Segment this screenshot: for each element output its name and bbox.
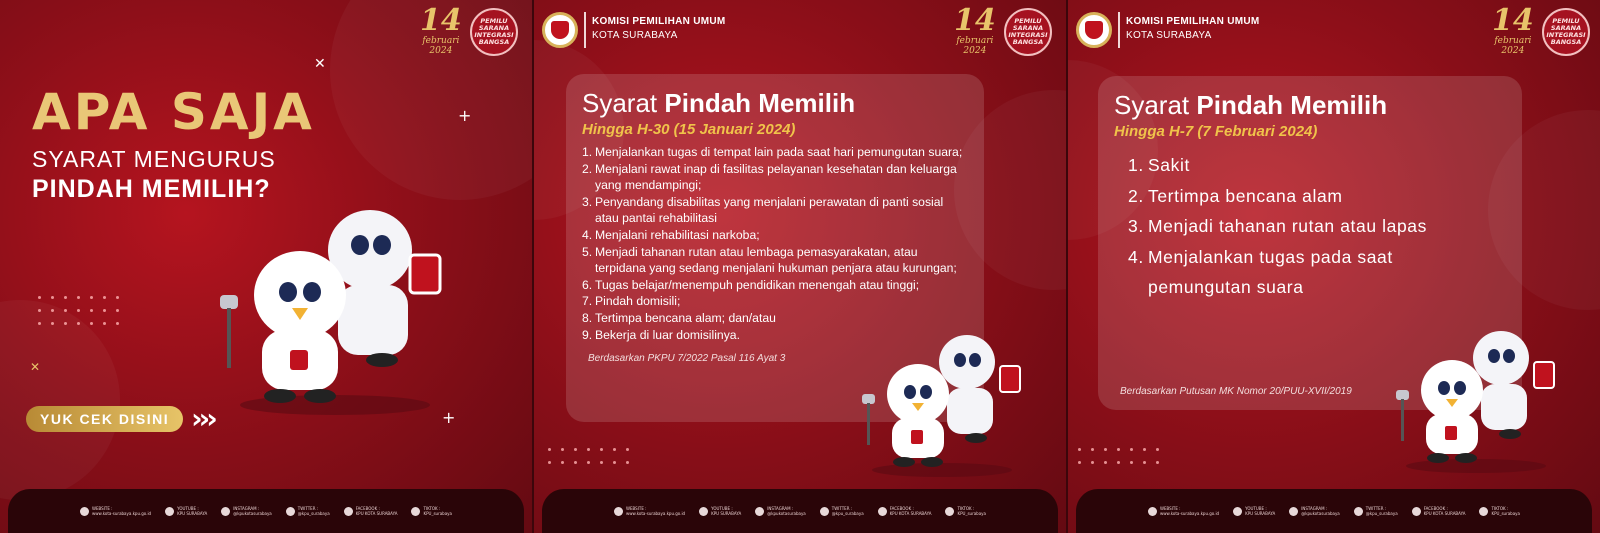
footer-website[interactable]: WEBSITE : www.kota-surabaya.kpu.go.id: [614, 506, 685, 516]
list-item: 4. Menjalankan tugas pada saat pemungutan suara: [1128, 246, 1393, 297]
youtube-icon: [699, 507, 708, 516]
instagram-icon: [221, 507, 230, 516]
tiktok-icon: [945, 507, 954, 516]
mascot-illustration: [1386, 326, 1566, 476]
footer-tiktok[interactable]: TIKTOK : KPU_surabaya: [1479, 506, 1520, 516]
plus-icon: +: [458, 106, 472, 125]
pemilu-seal: PEMILU SARANA INTEGRASI BANGSA: [470, 8, 518, 56]
list-item: 2. Tertimpa bencana alam: [1128, 185, 1343, 206]
list-item: 5. Menjadi tahanan rutan atau lembaga pemasyarakatan, atau terpidana yang sedang menjalani hukuman penjara atau kurungan;: [582, 244, 957, 276]
intro-heading: [32, 84, 315, 204]
decor-circle: [0, 300, 120, 500]
header-separator: [584, 12, 586, 48]
list-item: 4. Menjalani rehabilitasi narkoba;: [582, 227, 760, 242]
card-title: Syarat Pindah Memilih: [582, 88, 856, 118]
facebook-icon: [878, 507, 887, 516]
requirements-list: [1128, 150, 1506, 303]
tiktok-icon: [411, 507, 420, 516]
footer-twitter[interactable]: TWITTER : @kpu_surabaya: [820, 506, 864, 516]
list-item: 6. Tugas belajar/menempuh pendidikan menengah atau tinggi;: [582, 277, 920, 292]
instagram-icon: [1289, 507, 1298, 516]
facebook-icon: [344, 507, 353, 516]
heading-big: APA SAJA: [32, 83, 315, 141]
list-item: 3. Menjadi tahanan rutan atau lapas: [1128, 216, 1427, 236]
twitter-icon: [286, 507, 295, 516]
footer-twitter[interactable]: TWITTER : @kpu_surabaya: [286, 506, 330, 516]
heading-bold: PINDAH MEMILIH?: [32, 175, 271, 203]
sparkle-icon: ✕: [30, 360, 41, 374]
cta-label: YUK CEK DISINI: [40, 411, 170, 427]
footer-youtube[interactable]: YOUTUBE : KPU SURABAYA: [699, 506, 741, 516]
dot-grid: [38, 296, 119, 325]
sparkle-icon: ✕: [314, 56, 326, 72]
footer-instagram[interactable]: INSTAGRAM : @kpukotasurabaya: [1289, 506, 1340, 516]
legal-source: Berdasarkan PKPU 7/2022 Pasal 116 Ayat 3: [588, 353, 786, 365]
footer-facebook[interactable]: FACEBOOK : KPU KOTA SURABAYA: [878, 506, 932, 516]
election-date-badge: 14 februari 2024: [420, 3, 462, 56]
org-city: KOTA SURABAYA: [592, 30, 678, 41]
twitter-icon: [820, 507, 829, 516]
dot-grid: [1078, 448, 1159, 464]
list-item: 1. Menjalankan tugas di tempat lain pada saat hari pemungutan suara;: [582, 145, 963, 159]
org-title: [1126, 16, 1260, 41]
youtube-icon: [1233, 507, 1242, 516]
chevrons-right-icon: ›››: [191, 402, 214, 435]
deadline-text: Hingga H-30 (15 Januari 2024): [582, 121, 796, 138]
mascot-illustration: [852, 330, 1032, 480]
footer-youtube[interactable]: YOUTUBE : KPU SURABAYA: [165, 506, 207, 516]
footer-instagram[interactable]: INSTAGRAM : @kpukotasurabaya: [755, 506, 806, 516]
pemilu-seal: PEMILU SARANA INTEGRASI BANGSA: [1004, 8, 1052, 56]
footer-website[interactable]: WEBSITE : www.kota-surabaya.kpu.go.id: [1148, 506, 1219, 516]
tiktok-icon: [1479, 507, 1488, 516]
plus-icon: +: [442, 408, 456, 427]
footer-twitter[interactable]: TWITTER : @kpu_surabaya: [1354, 506, 1398, 516]
header-separator: [1118, 12, 1120, 48]
panel-intro: [0, 0, 532, 533]
legal-source: Berdasarkan Putusan MK Nomor 20/PUU-XVII/2019: [1120, 386, 1352, 397]
instagram-icon: [755, 507, 764, 516]
deadline-text: Hingga H-7 (7 Februari 2024): [1114, 123, 1318, 140]
footer-website[interactable]: WEBSITE : www.kota-surabaya.kpu.go.id: [80, 506, 151, 516]
election-date-badge: 14 februari 2024: [954, 3, 996, 56]
cta-button[interactable]: [26, 406, 183, 432]
list-item: 9. Bekerja di luar domisilinya.: [582, 327, 740, 342]
list-item: 3. Penyandang disabilitas yang menjalani perawatan di panti sosial atau pantai rehabilitasi: [582, 194, 944, 226]
footer-facebook[interactable]: FACEBOOK : KPU KOTA SURABAYA: [1412, 506, 1466, 516]
footer-instagram[interactable]: INSTAGRAM : @kpukotasurabaya: [221, 506, 272, 516]
youtube-icon: [165, 507, 174, 516]
footer-youtube[interactable]: YOUTUBE : KPU SURABAYA: [1233, 506, 1275, 516]
globe-icon: [614, 507, 623, 516]
org-title: [592, 16, 726, 41]
contact-footer: [8, 489, 524, 533]
org-name: KOMISI PEMILIHAN UMUM: [592, 16, 726, 27]
list-item: 7. Pindah domisili;: [582, 294, 681, 309]
heading-sub: SYARAT MENGURUS: [32, 146, 276, 172]
mascot-illustration: [210, 200, 460, 420]
globe-icon: [1148, 507, 1157, 516]
org-city: KOTA SURABAYA: [1126, 30, 1212, 41]
footer-tiktok[interactable]: TIKTOK : KPU_surabaya: [945, 506, 986, 516]
panel-h7: [1068, 0, 1600, 533]
facebook-icon: [1412, 507, 1421, 516]
card-title: Syarat Pindah Memilih: [1114, 90, 1388, 120]
election-date-badge: 14 februari 2024: [1492, 3, 1534, 56]
globe-icon: [80, 507, 89, 516]
kpu-logo: [1076, 12, 1112, 48]
requirements-list: [582, 144, 968, 343]
list-item: 1. Sakit: [1128, 155, 1190, 175]
kpu-logo: [542, 12, 578, 48]
twitter-icon: [1354, 507, 1363, 516]
panel-h30: [534, 0, 1066, 533]
contact-footer: [542, 489, 1058, 533]
footer-facebook[interactable]: FACEBOOK : KPU KOTA SURABAYA: [344, 506, 398, 516]
org-name: KOMISI PEMILIHAN UMUM: [1126, 16, 1260, 27]
pemilu-seal: PEMILU SARANA INTEGRASI BANGSA: [1542, 8, 1590, 56]
dot-grid: [548, 448, 629, 464]
list-item: 8. Tertimpa bencana alam; dan/atau: [582, 310, 776, 325]
footer-tiktok[interactable]: TIKTOK : KPU_surabaya: [411, 506, 452, 516]
list-item: 2. Menjalani rawat inap di fasilitas pelayanan kesehatan dan keluarga yang mendampingi;: [582, 161, 957, 193]
contact-footer: [1076, 489, 1592, 533]
cta-group[interactable]: [26, 402, 214, 435]
